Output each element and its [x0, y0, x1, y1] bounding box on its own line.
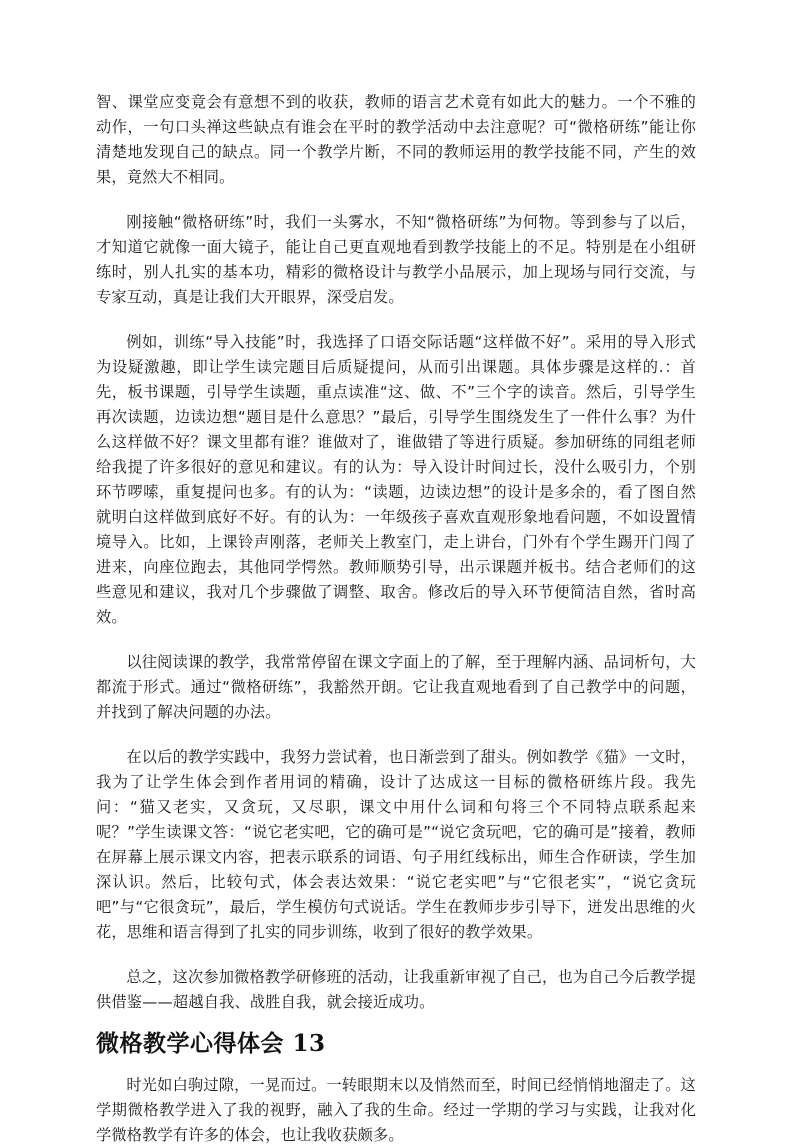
paragraph: 总之，这次参加微格教学研修班的活动，让我重新审视了自己，也为自己今后教学提供借鉴——超越自我、战胜自我，就会接近成功。 — [96, 968, 696, 1011]
paragraph: 例如，训练“导入技能”时，我选择了口语交际话题“这样做不好”。采用的导入形式为设疑激趣，即让学生读完题目后质疑提问，从而引出课题。具体步骤是这样的.：首先，板书课题，引导学生读题，重点读准“这、做、不”三个字的读音。然后，引导学生再次读题，边读边想“题目是什么意思？”最后，引导学生围绕发生了一件什么事？为什么这样做不好？课文里都有谁？谁做对了，谁做错了等进行质疑。参加研练的同组老师给我提了许多很好的意见和建议。有的认为：导入设计时间过长，没什么吸引力，个别环节啰嗦，重复提问也多。有的认为：“读题，边读边想”的设计是多余的，看了图自然就明白这样做到底好不好。有的认为：一年级孩子喜欢直观形象地看问题，不如设置情境导入。比如，上课铃声刚落，老师关上教室门，走上讲台，门外有个学生踢开门闯了进来，向座位跑去，其他同学愕然。教师顺势引导，出示课题并板书。结合老师们的这些意见和建议，我对几个步骤做了调整、取舍。修改后的导入环节便简洁自然，省时高效。 — [96, 333, 696, 626]
paragraph: 智、课堂应变竟会有意想不到的收获，教师的语言艺术竟有如此大的魅力。一个不雅的动作，一句口头禅这些缺点有谁会在平时的教学活动中去注意呢？可“微格研练”能让你清楚地发现自己的缺点。同一个教学片断，不同的教师运用的教学技能不同，产生的效果，竟然大不相同。 — [96, 93, 696, 186]
document-page — [96, 90, 696, 1148]
paragraph-gap — [96, 725, 696, 745]
paragraph-gap — [96, 630, 696, 650]
paragraph: 以往阅读课的教学，我常常停留在课文字面上的了解，至于理解内涵、品词析句，大都流于形式。通过“微格研练”，我豁然开朗。它让我直观地看到了自己教学中的问题，并找到了解决问题的办法。 — [96, 653, 696, 721]
paragraph: 时光如白驹过隙，一晃而过。一转眼期末以及悄然而至，时间已经悄悄地溜走了。这学期微格教学进入了我的视野，融入了我的生命。经过一学期的学习与实践，让我对化学微格教学有许多的体会，也让我收获颇多。 — [96, 1076, 696, 1144]
paragraph-gap — [96, 190, 696, 210]
paragraph: 刚接触“微格研练”时，我们一头雾水，不知“微格研练”为何物。等到参与了以后，才知道它就像一面大镜子，能让自己更直观地看到教学技能上的不足。特别是在小组研练时，别人扎实的基本功，精彩的微格设计与教学小品展示，加上现场与同行交流，与专家互动，真是让我们大开眼界，深受启发。 — [96, 213, 696, 306]
section-heading: 微格教学心得体会 13 — [96, 1030, 326, 1057]
paragraph: 在以后的教学实践中，我努力尝试着，也日渐尝到了甜头。例如教学《猫》一文时，我为了让学生体会到作者用词的精确，设计了达成这一目标的微格研练片段。我先问：“猫又老实，又贪玩，又尽职，课文中用什么词和句将三个不同特点联系起来呢？”学生读课文答：“说它老实吧，它的确可是”“说它贪玩吧，它的确可是”接着，教师在屏幕上展示课文内容，把表示联系的词语、句子用红线标出，师生合作研读，学生加深认识。然后，比较句式，体会表达效果：“说它老实吧”与“它很老实”，“说它贪玩吧”与“它很贪玩”，最后，学生模仿句式说话。学生在教师步步引导下，迸发出思维的火花，思维和语言得到了扎实的同步训练，收到了很好的教学效果。 — [96, 748, 696, 941]
paragraph-gap — [96, 310, 696, 330]
paragraph-gap — [96, 945, 696, 965]
